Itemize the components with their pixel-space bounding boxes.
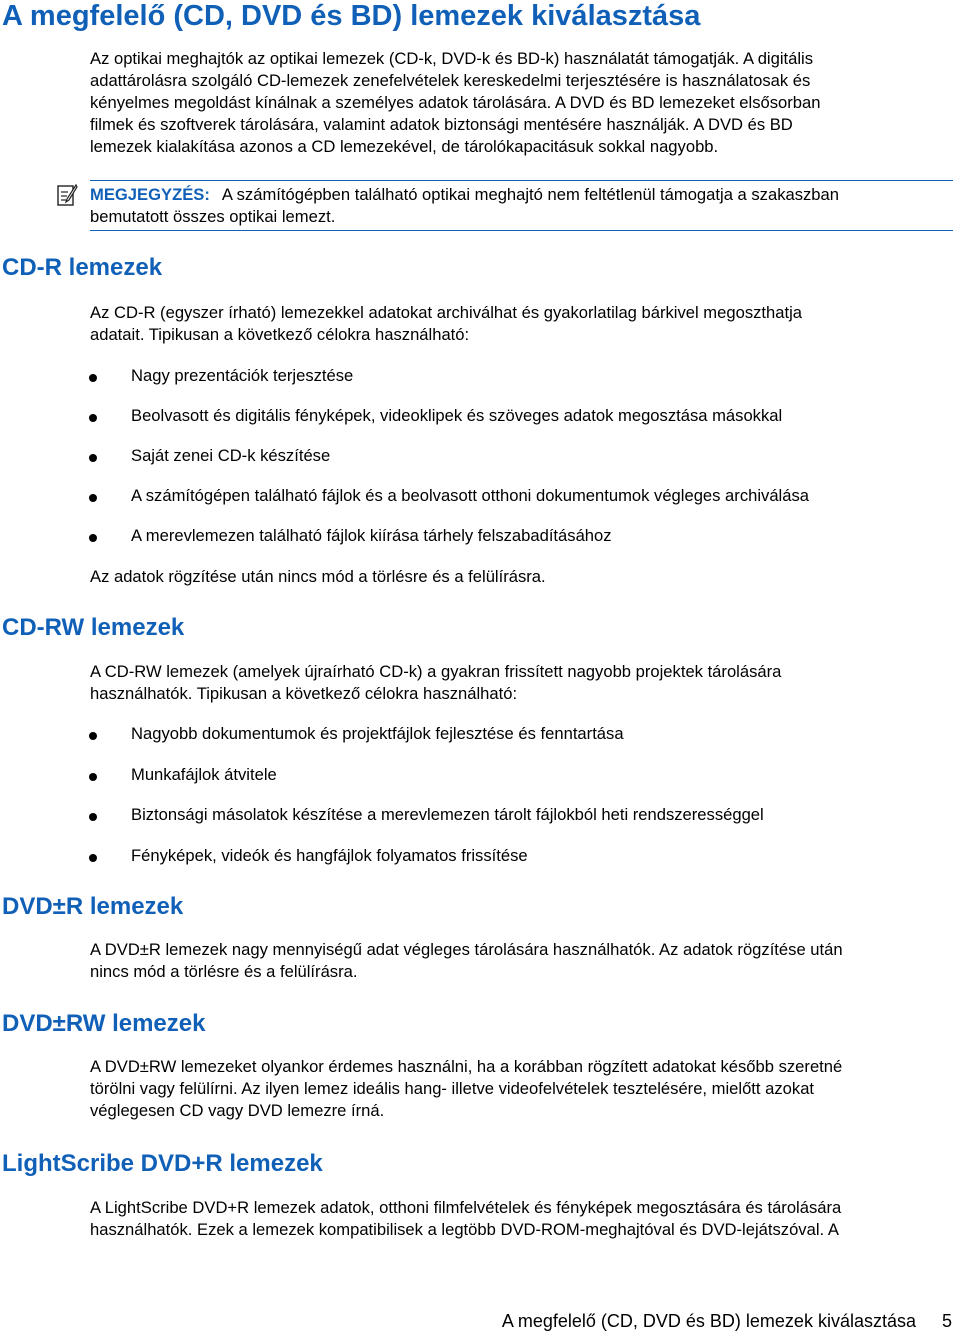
cdrw-line: használhatók. Tipikusan a következő célokra használható: [90, 684, 518, 703]
intro-line: kényelmes megoldást kínálnak a személyes adatok tárolására. A DVD és BD lemezeket elsősorban [90, 93, 821, 112]
page-footer [502, 1311, 952, 1332]
bullet-dot [89, 773, 97, 781]
list-item-text: Beolvasott és digitális fényképek, videoklipek és szöveges adatok megosztása másokkal [131, 406, 783, 425]
cdrw-paragraph [90, 661, 956, 705]
page-title: A megfelelő (CD, DVD és BD) lemezek kiválasztása [2, 0, 701, 32]
bullet-dot [89, 854, 97, 862]
intro-paragraph [90, 48, 956, 158]
dvdrw-line: véglegesen CD vagy DVD lemezre írná. [90, 1101, 385, 1120]
bullet-dot [89, 813, 97, 821]
intro-line: Az optikai meghajtók az optikai lemezek (CD-k, DVD-k és BD-k) használatát támogatják. A digitális [90, 49, 814, 68]
note-label: MEGJEGYZÉS: [90, 185, 210, 204]
bullet-dot [89, 732, 97, 740]
heading-cdrw: CD-RW lemezek [2, 614, 185, 641]
dvdrw-line: törölni vagy felülírni. Az ilyen lemez ideális hang- illetve videofelvételek tesztelésére, mielőtt azokat [90, 1079, 815, 1098]
dvdr-line: A DVD±R lemezek nagy mennyiségű adat végleges tárolására használhatók. Az adatok rögzítése után [90, 940, 843, 959]
bullet-dot [89, 454, 97, 462]
bullet-dot [89, 534, 97, 542]
bullet-dot [89, 374, 97, 382]
dvdrw-paragraph [90, 1056, 956, 1122]
bullet-dot [89, 414, 97, 422]
list-item-text: Saját zenei CD-k készítése [131, 446, 331, 465]
dvdrw-line: A DVD±RW lemezeket olyankor érdemes használni, ha a korábban rögzített adatokat később szeretné [90, 1057, 843, 1076]
list-item-text: Fényképek, videók és hangfájlok folyamatos frissítése [131, 846, 528, 865]
heading-cdr: CD-R lemezek [2, 254, 163, 281]
cdr-closing [90, 566, 956, 588]
list-item-text: Munkafájlok átvitele [131, 765, 277, 784]
cdr-paragraph [90, 302, 956, 346]
heading-dvdrw: DVD±RW lemezek [2, 1010, 206, 1037]
cdr-line: Az CD-R (egyszer írható) lemezekkel adatokat archiválhat és gyakorlatilag bárkivel megoszthatja [90, 303, 802, 322]
list-item-text: Nagyobb dokumentumok és projektfájlok fejlesztése és fenntartása [131, 724, 624, 743]
intro-line: lemezek kialakítása azonos a CD lemezekével, de tárolókapacitásuk sokkal nagyobb. [90, 137, 719, 156]
heading-dvdr: DVD±R lemezek [2, 893, 184, 920]
bullet-dot [89, 494, 97, 502]
cdr-closing-line: Az adatok rögzítése után nincs mód a törlésre és a felülírásra. [90, 567, 546, 586]
list-item-text: Biztonsági másolatok készítése a merevlemezen tárolt fájlokból heti rendszerességgel [131, 805, 764, 824]
note-line-1: A számítógépben található optikai meghajtó nem feltétlenül támogatja a szakaszban [221, 185, 839, 204]
heading-lightscribe: LightScribe DVD+R lemezek [2, 1150, 323, 1177]
list-item-text: Nagy prezentációk terjesztése [131, 366, 354, 385]
footer-title: A megfelelő (CD, DVD és BD) lemezek kiválasztása [501, 1311, 916, 1331]
dvdr-paragraph [90, 939, 956, 983]
cdr-line: adatait. Tipikusan a következő célokra használható: [90, 325, 470, 344]
note-line-2: bemutatott összes optikai lemezt. [90, 207, 336, 226]
intro-line: adattárolásra szolgáló CD-lemezek zenefelvételek kereskedelmi terjesztésére is használatosak és [90, 71, 811, 90]
lightscribe-line: használhatók. Ezek a lemezek kompatibilisek a legtöbb DVD-ROM-meghajtóval és DVD-lejátszóval. A [90, 1220, 839, 1239]
intro-line: filmek és szoftverek tárolására, valamint adatok biztonsági mentésére használják. A DVD és BD [90, 115, 793, 134]
list-item-text: A merevlemezen található fájlok kiírása tárhely felszabadításához [131, 526, 612, 545]
lightscribe-paragraph [90, 1197, 956, 1241]
page-number: 5 [941, 1311, 952, 1331]
cdrw-line: A CD-RW lemezek (amelyek újraírható CD-k) a gyakran frissített nagyobb projektek tárolására [90, 662, 782, 681]
note-icon [56, 183, 78, 207]
lightscribe-line: A LightScribe DVD+R lemezek adatok, otthoni filmfelvételek és fényképek megosztására és tárolására [90, 1198, 842, 1217]
dvdr-line: nincs mód a törlésre és a felülírásra. [90, 962, 358, 981]
list-item-text: A számítógépen található fájlok és a beolvasott otthoni dokumentumok végleges archiválása [131, 486, 809, 505]
note-text [90, 184, 839, 228]
